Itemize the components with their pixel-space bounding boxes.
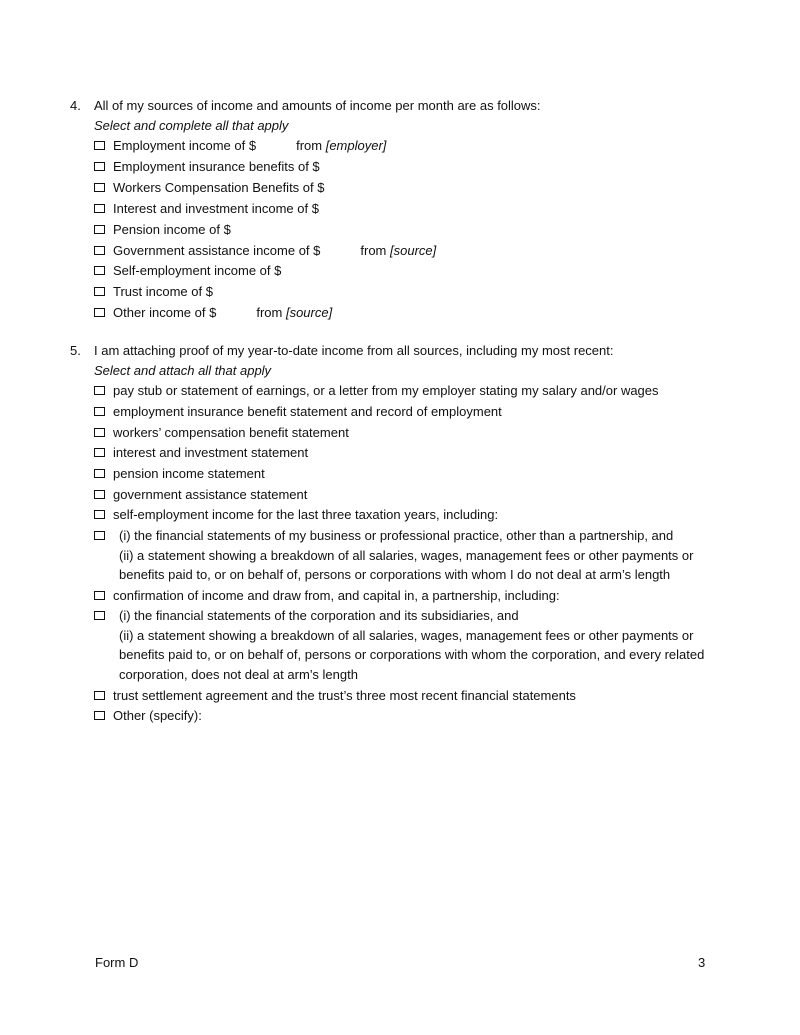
option-line: benefits paid to, or on behalf of, persons or corporations with whom the corporation, and every related	[119, 647, 705, 663]
question-5-number: 5.	[70, 343, 81, 358]
option-other-income	[94, 303, 750, 323]
question-5-options	[94, 381, 750, 726]
option-label: pay stub or statement of earnings, or a letter from my employer stating my salary and/or wages	[113, 383, 659, 399]
option-suffix: from	[296, 138, 326, 154]
option-trust-settlement	[94, 686, 750, 706]
option-label: Government assistance income of $	[113, 242, 321, 258]
option-pension-statement	[94, 464, 750, 484]
checkbox[interactable]	[94, 490, 105, 499]
option-other-specify	[94, 706, 750, 726]
option-pay-stub	[94, 381, 750, 401]
option-label: trust settlement agreement and the trust’s three most recent financial statements	[113, 687, 576, 703]
option-line: benefits paid to, or on behalf of, persons or corporations with whom I do not deal at arm’s length	[119, 567, 671, 582]
option-label: pension income statement	[113, 465, 265, 481]
checkbox[interactable]	[94, 141, 105, 150]
option-workers-comp-statement	[94, 423, 750, 443]
option-pension-income	[94, 220, 750, 240]
question-5-instruction: Select and attach all that apply	[94, 363, 272, 378]
checkbox[interactable]	[94, 691, 105, 700]
checkbox[interactable]	[94, 428, 105, 437]
checkbox[interactable]	[94, 407, 105, 416]
option-label: Other (specify):	[113, 708, 202, 724]
question-4-options	[94, 136, 750, 322]
option-line: (i) the financial statements of the corporation and its subsidiaries, and	[119, 608, 519, 624]
option-suffix: from	[360, 242, 391, 258]
question-4-text: All of my sources of income and amounts of income per month are as follows:	[94, 98, 541, 113]
checkbox[interactable]	[94, 183, 105, 192]
checkbox[interactable]	[94, 510, 105, 519]
option-label: Self-employment income of $	[113, 263, 282, 279]
option-line: (i) the financial statements of my business or professional practice, other than a partnership, and	[119, 528, 674, 543]
option-label: Pension income of $	[113, 221, 231, 237]
option-label: Interest and investment income of $	[113, 200, 319, 216]
question-4	[70, 95, 750, 323]
option-self-employment	[94, 261, 750, 281]
option-label: Workers Compensation Benefits of $	[113, 180, 325, 196]
option-label: Employment insurance benefits of $	[113, 159, 320, 175]
option-business-statements	[94, 526, 750, 585]
option-suffix-placeholder: [source]	[285, 305, 333, 321]
option-government-statement	[94, 485, 750, 505]
option-label: interest and investment statement	[113, 445, 309, 461]
question-4-instruction: Select and complete all that apply	[94, 118, 289, 133]
option-government-assistance	[94, 241, 750, 261]
option-suffix-placeholder: [source]	[390, 242, 437, 258]
question-4-number: 4.	[70, 98, 81, 113]
footer-page-number: 3	[698, 955, 706, 970]
question-5-header	[70, 340, 750, 361]
option-suffix: from	[256, 305, 286, 321]
option-workers-compensation	[94, 178, 750, 198]
checkbox[interactable]	[94, 266, 105, 275]
option-employment-income	[94, 136, 750, 156]
option-label: self-employment income for the last three taxation years, including:	[113, 507, 499, 523]
question-4-header	[70, 95, 750, 116]
checkbox[interactable]	[94, 308, 105, 317]
option-label: employment insurance benefit statement and record of employment	[113, 403, 502, 419]
checkbox[interactable]	[94, 162, 105, 171]
checkbox[interactable]	[94, 611, 105, 620]
checkbox[interactable]	[94, 448, 105, 457]
checkbox[interactable]	[94, 386, 105, 395]
checkbox[interactable]	[94, 246, 105, 255]
option-interest-statement	[94, 443, 750, 463]
checkbox[interactable]	[94, 711, 105, 720]
question-5-text: I am attaching proof of my year-to-date income from all sources, including my most recent:	[94, 343, 614, 358]
question-5	[70, 340, 750, 726]
option-trust-income	[94, 282, 750, 302]
checkbox[interactable]	[94, 225, 105, 234]
option-line: (ii) a statement showing a breakdown of all salaries, wages, management fees or other payments or	[119, 547, 694, 563]
option-corporation-statements	[94, 606, 750, 684]
option-label: Employment income of $	[113, 138, 257, 154]
option-label: workers’ compensation benefit statement	[113, 424, 349, 440]
option-interest-investment	[94, 199, 750, 219]
option-suffix-placeholder: [employer]	[325, 138, 387, 154]
footer-form-name: Form D	[95, 955, 139, 970]
option-line: (ii) a statement showing a breakdown of all salaries, wages, management fees or other payments or	[119, 627, 694, 643]
option-label: confirmation of income and draw from, and capital in, a partnership, including:	[113, 587, 560, 603]
option-line: corporation, does not deal at arm’s length	[119, 666, 358, 682]
checkbox[interactable]	[94, 469, 105, 478]
option-ei-statement	[94, 402, 750, 422]
option-label: Other income of $	[113, 305, 217, 321]
option-employment-insurance	[94, 157, 750, 177]
checkbox[interactable]	[94, 531, 105, 540]
checkbox[interactable]	[94, 204, 105, 213]
option-partnership-confirmation	[94, 586, 750, 606]
option-self-employment-years	[94, 505, 750, 525]
checkbox[interactable]	[94, 591, 105, 600]
checkbox[interactable]	[94, 287, 105, 296]
option-label: Trust income of $	[113, 284, 213, 300]
option-label: government assistance statement	[113, 486, 308, 502]
